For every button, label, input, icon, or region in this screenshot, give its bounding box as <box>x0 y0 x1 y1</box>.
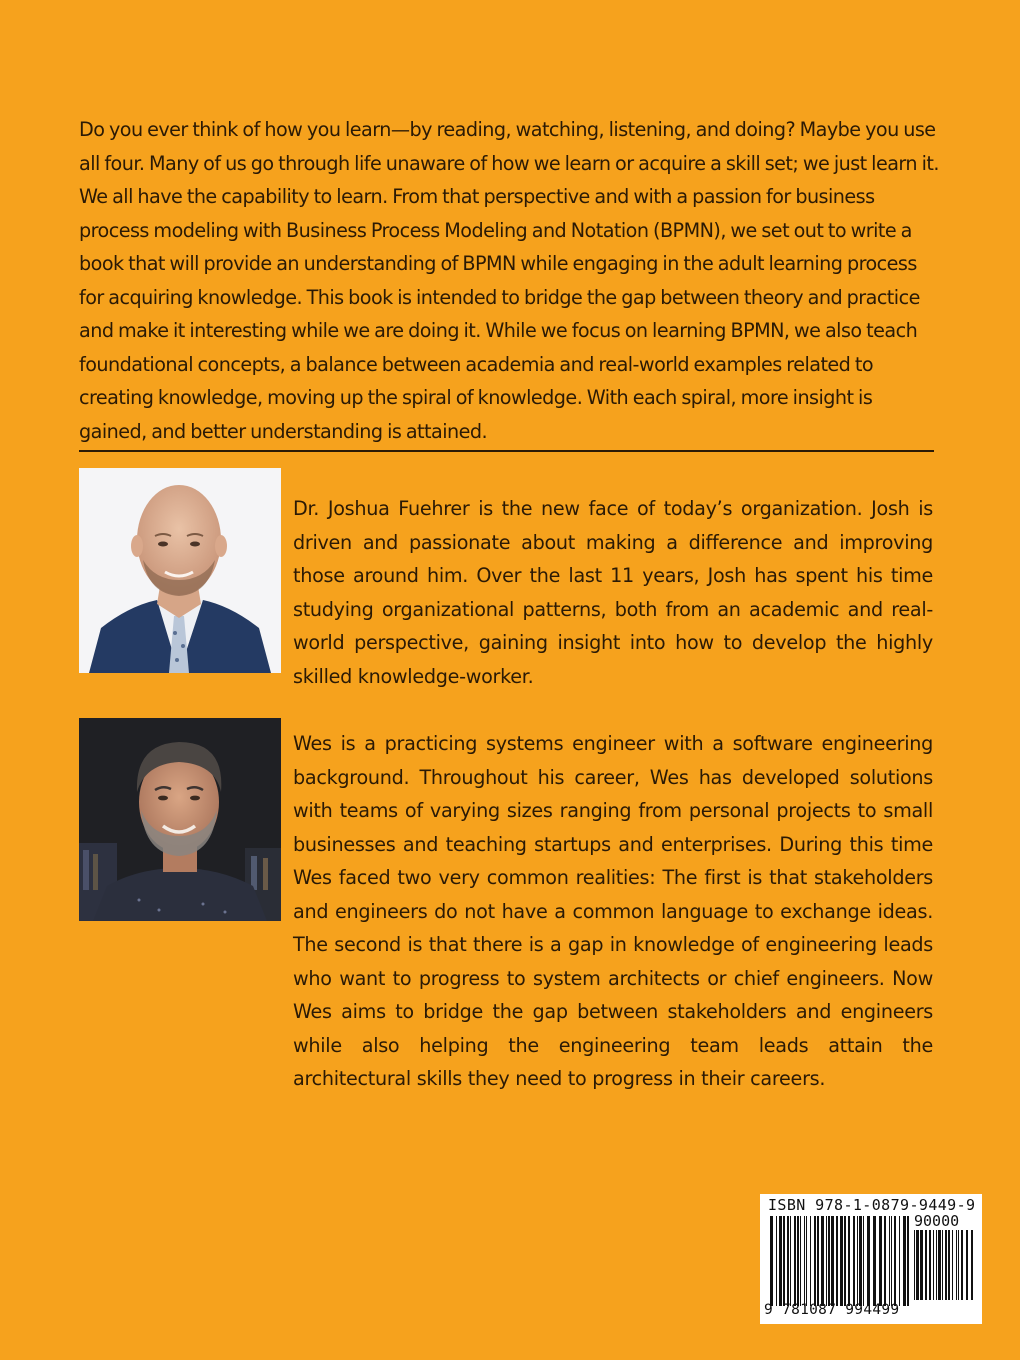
isbn-barcode <box>760 1194 982 1324</box>
addon-barcode-bars <box>914 1230 974 1300</box>
author-photo-joshua <box>79 468 281 673</box>
section-divider <box>79 450 934 452</box>
book-description: Do you ever think of how you learn—by reading, watching, listening, and doing? Maybe you use all four. Many of us go through life unaware of how we learn or acquire a skill set; we just learn it. We all have the capability to learn. From that perspective and with a passion for business process modeling with Business Process Modeling and Notation (BPMN), we set out to write a book that will provide an understanding of BPMN while engaging in the adult learning process for acquiring knowledge. This book is intended to bridge the gap between theory and practice and make it interesting while we are doing it. While we focus on learning BPMN, we also teach foundational concepts, a balance between academia and real-world examples related to creating knowledge, moving up the spiral of knowledge. With each spiral, more insight is gained, and better understanding is attained. <box>79 118 939 443</box>
author-bio-joshua: Dr. Joshua Fuehrer is the new face of today’s organization. Josh is driven and passionate about making a difference and improving those around him. Over the last 11 years, Josh has spent his time studying organizational patterns, both from an academic and real-world perspective, gaining insight into how to develop the highly skilled knowledge-worker. <box>293 497 933 688</box>
author-photo-wes <box>79 718 281 921</box>
ean-barcode-bars <box>770 1216 910 1306</box>
isbn-number: ISBN 978-1-0879-9449-9 <box>768 1196 976 1214</box>
ean-number: 9 781087 994499 <box>764 1302 900 1318</box>
price-code: 90000 <box>914 1212 960 1230</box>
author-bio-wes: Wes is a practicing systems engineer with a software engineering background. Throughout his career, Wes has developed solutions with teams of varying sizes ranging from personal projects to small businesses and teaching startups and enterprises. During this time Wes faced two very common realities: The first is that stakeholders and engineers do not have a common language to exchange ideas. The second is that there is a gap in knowledge of engineering leads who want to progress to system architects or chief engineers. Now Wes aims to bridge the gap between stakeholders and engineers while also helping the engineering team leads attain the architectural skills they need to progress in their careers. <box>293 732 933 1091</box>
